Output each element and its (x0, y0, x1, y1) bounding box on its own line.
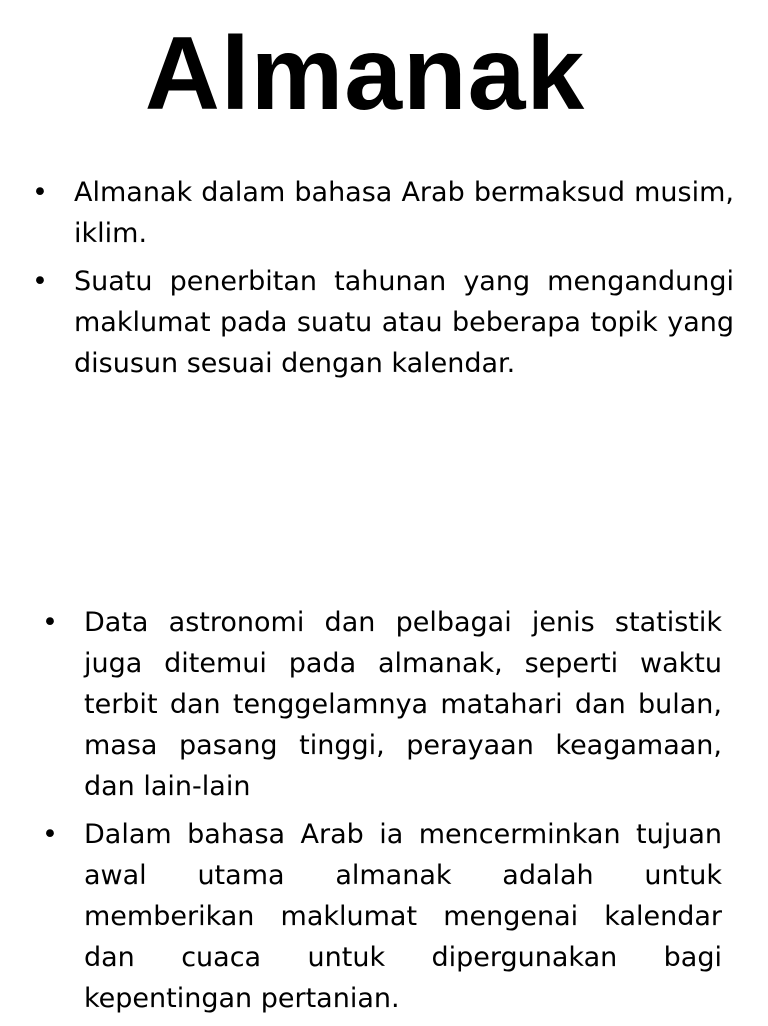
bullet-item (42, 814, 722, 1019)
bullet-dot-icon: • (32, 266, 48, 297)
bullet-list-top (32, 172, 734, 391)
bullet-dot-icon: • (42, 819, 58, 850)
bullet-item (32, 172, 734, 254)
slide-title: Almanak (144, 16, 586, 132)
bullet-item (42, 602, 722, 807)
bullet-dot-icon: • (42, 607, 58, 638)
bullet-list-bottom (42, 602, 722, 1026)
bullet-text: Almanak dalam bahasa Arab bermaksud musim, iklim. (74, 177, 734, 249)
bullet-text: Data astronomi dan pelbagai jenis statistik juga ditemui pada almanak, seperti waktu terbit dan tenggelamnya matahari dan bulan, masa pasang tinggi, perayaan keagamaan, dan lain-lain (84, 607, 722, 802)
bullet-text: Suatu penerbitan tahunan yang mengandungi maklumat pada suatu atau beberapa topik yang disusun sesuai dengan kalendar. (74, 266, 734, 379)
bullet-item (32, 261, 734, 384)
bullet-dot-icon: • (32, 177, 48, 208)
bullet-text: Dalam bahasa Arab ia mencerminkan tujuan awal utama almanak adalah untuk memberikan maklumat mengenai kalendar dan cuaca untuk dipergunakan bagi kepentingan pertanian. (84, 819, 722, 1014)
